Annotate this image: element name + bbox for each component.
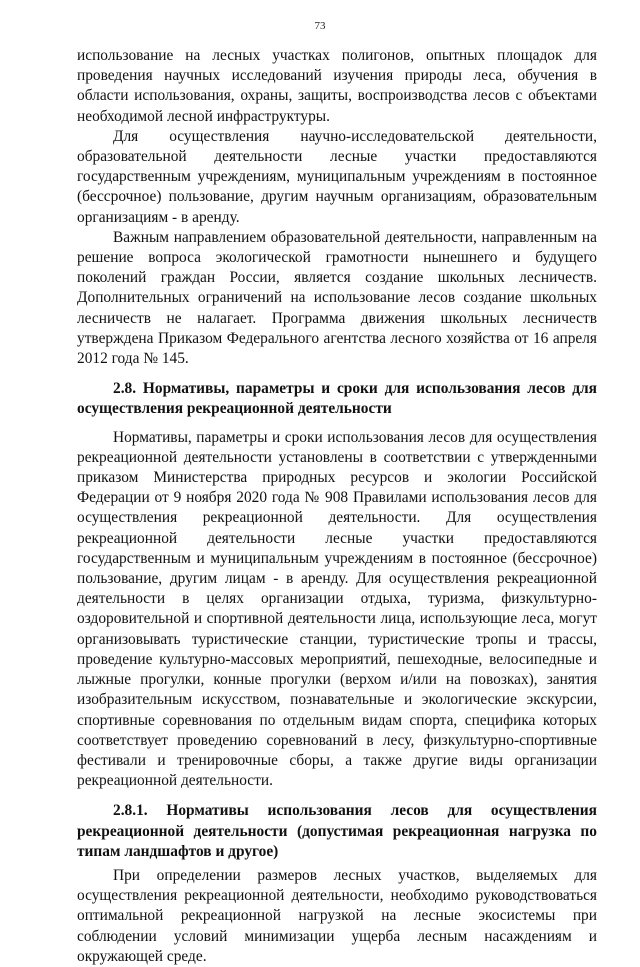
page-number: 73 bbox=[314, 20, 326, 32]
paragraph-plot-size: При определении размеров лесных участков, выделяемых для осуществления рекреационной деятельности, необходимо руководствоваться оптимальной рекреационной нагрузкой на лесные экосистемы при соблюдении условий минимизации ущерба лесным насаждениям и окружающей среде. bbox=[77, 866, 597, 965]
paragraph-research-provision: Для осуществления научно-исследовательской деятельности, образовательной деятельности лесные участки предоставляются государственным учреждениям, муниципальным учреждениям в постоянное (бессрочное) пользование, другим научным организациям, образовательным организациям - в аренду. bbox=[77, 127, 597, 226]
paragraph-school-forestries: Важным направлением образовательной деятельности, направленным на решение вопроса экологической грамотности нынешнего и будущего поколений граждан России, является создание школьных лесничеств. Дополнительных ограничений на использование лесов создание школьных лесничеств не налагает. Программа движения школьных лесничеств утверждена Приказом Федерального агентства лесного хозяйства от 16 апреля 2012 года № 145. bbox=[77, 228, 597, 368]
section-heading-2-8: 2.8. Нормативы, параметры и сроки для использования лесов для осуществления рекреационной деятельности bbox=[77, 380, 597, 418]
paragraph-research-usage: использование на лесных участках полигонов, опытных площадок для проведения научных исследований изучения природы леса, обучения в области использования, охраны, защиты, воспроизводства лесов с объектами необходимой лесной инфраструктуры. bbox=[77, 47, 597, 125]
page-body bbox=[77, 46, 597, 967]
paragraph-recreation-norms: Нормативы, параметры и сроки использования лесов для осуществления рекреационной деятельности установлены в соответствии с утвержденными приказом Министерства природных ресурсов и экологии Российской Федерации от 9 ноября 2020 года № 908 Правилами использования лесов для осуществления рекреационной деятельности. Для осуществления рекреационной деятельности лесные участки предоставляются государственным и муниципальным учреждениям в постоянное (бессрочное) пользование, другим лицам - в аренду. Для осуществления рекреационной деятельности в целях организации отдыха, туризма, физкультурно-оздоровительной и спортивной деятельности лица, использующие леса, могут организовывать туристические станции, туристические тропы и трассы, проведение культурно-массовых мероприятий, пешеходные, велосипедные и лыжные прогулки, конные прогулки (верхом и/или на повозках), занятия изобразительным искусством, познавательные и экологические экскурсии, спортивные соревнования по отдельным видам спорта, специфика которых соответствует проведению соревнований в лесу, физкультурно-спортивные фестивали и тренировочные сборы, а также другие виды организации рекреационной деятельности. bbox=[77, 428, 597, 790]
section-heading-2-8-1: 2.8.1. Нормативы использования лесов для осуществления рекреационной деятельности (допустимая рекреационная нагрузка по типам ландшафтов и другое) bbox=[77, 802, 597, 860]
